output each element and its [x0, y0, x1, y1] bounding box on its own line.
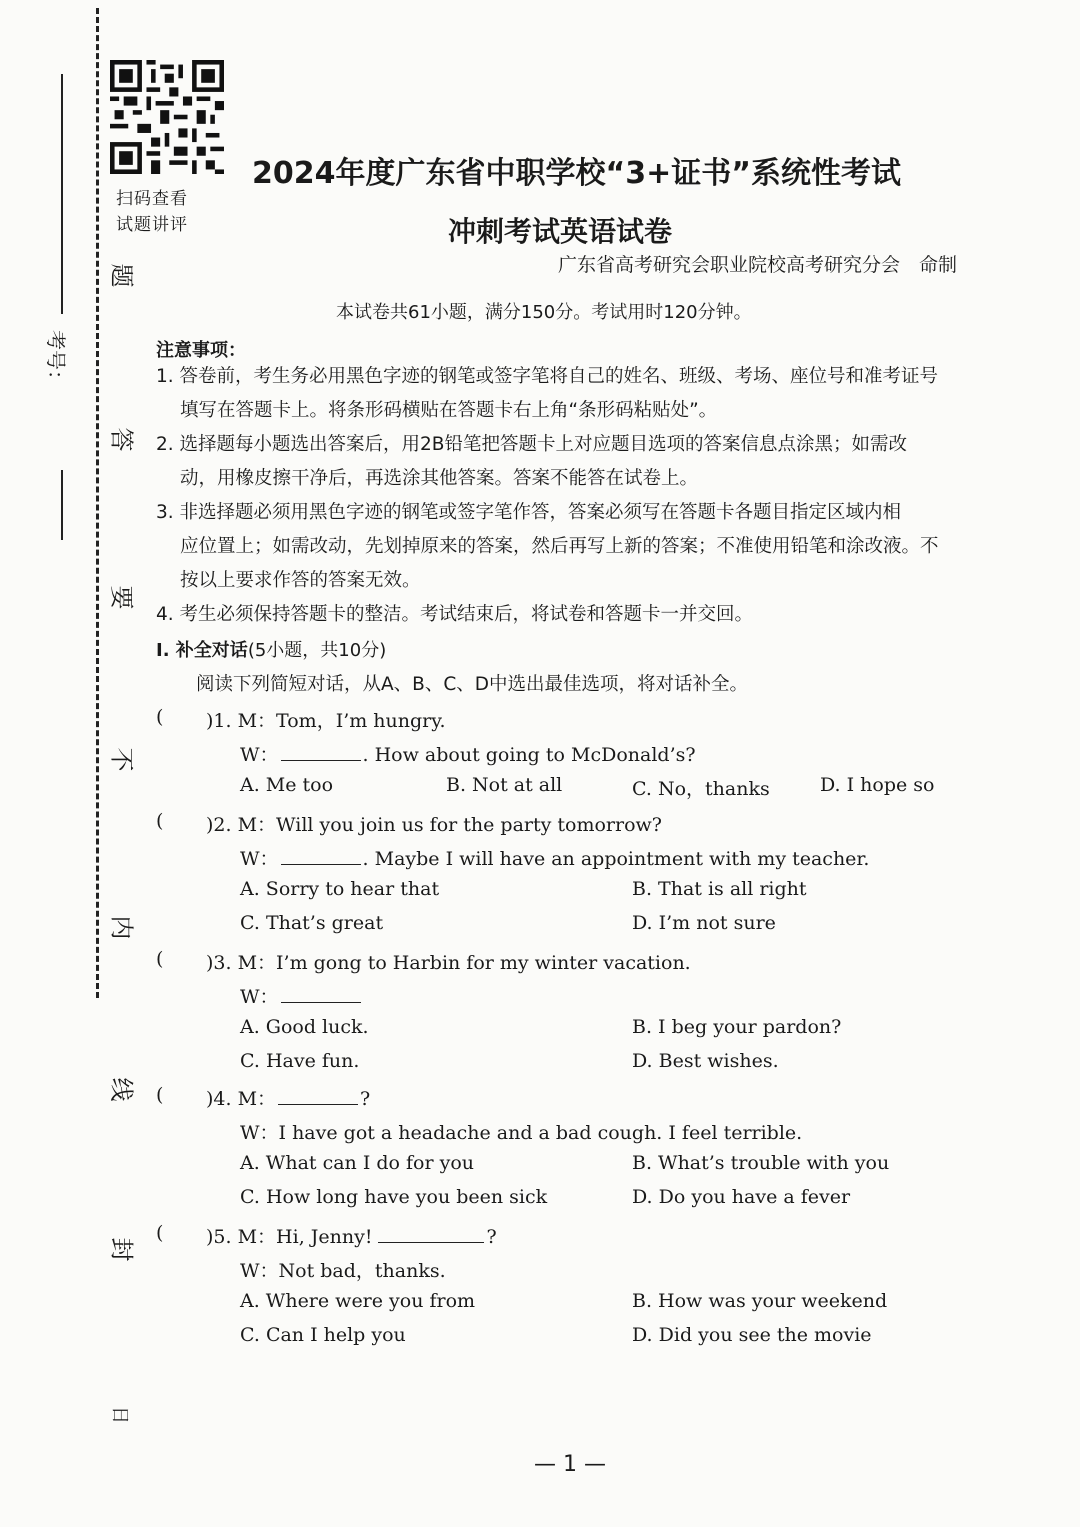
question-1-option-c[interactable]: C. No，thanks [632, 778, 770, 800]
question-1-option-a[interactable]: A. Me too [240, 774, 334, 796]
seal-char-5: 内 [107, 915, 136, 940]
answer-paren-1[interactable]: ( [156, 706, 164, 728]
qr-caption-line1: 扫码查看 [116, 189, 188, 209]
seal-char-4: 不 [107, 747, 136, 772]
exam-subtitle: 冲刺考试英语试卷 [448, 215, 673, 248]
section-heading-title: Ⅰ. 补全对话 [156, 640, 248, 661]
question-2-number: )2. M： [206, 814, 277, 836]
page-number: — 1 — [534, 1452, 606, 1477]
answer-paren-3[interactable]: ( [156, 948, 164, 970]
question-2-m-text: Will you join us for the party tomorrow? [276, 814, 662, 836]
question-2-w-text: . Maybe I will have an appointment with my teacher. [362, 848, 870, 870]
question-5-blank[interactable] [378, 1224, 484, 1243]
question-4-blank[interactable] [278, 1086, 358, 1105]
section-instruction: 阅读下列简短对话，从A、B、C、D中选出最佳选项，将对话补全。 [196, 674, 749, 695]
question-3-option-a[interactable]: A. Good luck. [240, 1016, 369, 1038]
question-4-option-b[interactable]: B. What’s trouble with you [632, 1152, 890, 1174]
seal-char-3: 要 [107, 585, 136, 610]
candidate-number-label: 考号： [44, 330, 68, 390]
question-4-m [206, 1084, 370, 1111]
question-3-w-label: W： [240, 986, 279, 1008]
question-1-w-text: . How about going to McDonald’s? [362, 744, 696, 766]
answer-paren-2[interactable]: ( [156, 810, 164, 832]
question-5-m [206, 1222, 497, 1249]
notice-item-1-line2: 填写在答题卡上。将条形码横贴在答题卡右上角“条形码粘贴处”。 [180, 400, 718, 421]
seal-char-7: 封 [107, 1237, 136, 1262]
question-2-option-c[interactable]: C. That’s great [240, 912, 384, 934]
question-2-w-label: W： [240, 848, 279, 870]
question-5-w: W：Not bad，thanks. [240, 1260, 446, 1282]
question-3-option-d[interactable]: D. Best wishes. [632, 1050, 779, 1072]
question-5-m-text: Hi, Jenny! [276, 1226, 373, 1248]
question-3-w [240, 982, 363, 1009]
question-5-number: )5. M： [206, 1226, 277, 1248]
question-5-option-d[interactable]: D. Did you see the movie [632, 1324, 872, 1346]
question-3-blank[interactable] [281, 984, 361, 1003]
notice-item-1 [156, 360, 996, 428]
exam-title: 2024年度广东省中职学校“3+证书”系统性考试 [252, 156, 901, 191]
question-5-option-b[interactable]: B. How was your weekend [632, 1290, 888, 1312]
notice-item-2 [156, 428, 996, 496]
question-5-m-post: ? [486, 1226, 497, 1248]
section-heading-note: (5小题，共10分) [247, 640, 387, 661]
question-5-option-c[interactable]: C. Can I help you [240, 1324, 406, 1346]
exam-info: 本试卷共61小题，满分150分。考试用时120分钟。 [336, 302, 752, 323]
question-2-option-b[interactable]: B. That is all right [632, 878, 807, 900]
question-3-number: )3. M： [206, 952, 277, 974]
qr-caption-line2: 试题讲评 [116, 215, 188, 235]
notice-item-2-line1: 2. 选择题每小题选出答案后，用2B铅笔把答题卡上对应题目选项的答案信息点涂黑；如需改 [156, 434, 907, 455]
question-3-option-c[interactable]: C. Have fun. [240, 1050, 360, 1072]
question-2-option-d[interactable]: D. I’m not sure [632, 912, 776, 934]
binding-dashed-line [96, 8, 99, 998]
question-1-w-label: W： [240, 744, 279, 766]
question-4-option-c[interactable]: C. How long have you been sick [240, 1186, 548, 1208]
question-2-blank[interactable] [281, 846, 361, 865]
answer-paren-4[interactable]: ( [156, 1084, 164, 1106]
question-1-number: )1. M： [206, 710, 277, 732]
question-1-blank[interactable] [281, 742, 361, 761]
question-4-m-post: ? [360, 1088, 371, 1110]
question-4-option-a[interactable]: A. What can I do for you [240, 1152, 475, 1174]
question-1-m-text: Tom，I’m hungry. [276, 710, 446, 732]
seal-char-8: 日 [109, 1406, 130, 1424]
notice-item-3 [156, 496, 996, 598]
question-1-option-b[interactable]: B. Not at all [446, 774, 563, 796]
seal-char-2: 答 [107, 427, 136, 452]
question-4-number: )4. M： [206, 1088, 277, 1110]
question-2-m [206, 810, 662, 837]
notice-item-2-line2: 动，用橡皮擦干净后，再选涂其他答案。答案不能答在试卷上。 [180, 468, 699, 489]
question-5-option-a[interactable]: A. Where were you from [240, 1290, 476, 1312]
notice-heading: 注意事项： [156, 340, 246, 361]
binding-solid-line-bottom [61, 470, 63, 540]
question-1-m [206, 706, 446, 733]
seal-char-6: 线 [107, 1077, 136, 1102]
question-2-option-a[interactable]: A. Sorry to hear that [240, 878, 440, 900]
section-heading [156, 636, 386, 662]
question-3-m-text: I’m gong to Harbin for my winter vacation. [276, 952, 691, 974]
question-4-option-d[interactable]: D. Do you have a fever [632, 1186, 851, 1208]
question-1-w [240, 740, 696, 767]
question-3-option-b[interactable]: B. I beg your pardon? [632, 1016, 842, 1038]
notice-item-3-line2: 应位置上；如需改动，先划掉原来的答案，然后再写上新的答案；不准使用铅笔和涂改液。不 [180, 536, 939, 557]
question-2-w [240, 844, 869, 871]
binding-solid-line-top [61, 74, 63, 314]
notice-item-4 [156, 598, 996, 632]
notice-item-3-line3: 按以上要求作答的答案无效。 [180, 570, 421, 591]
answer-paren-5[interactable]: ( [156, 1222, 164, 1244]
notice-item-4-line1: 4. 考生必须保持答题卡的整洁。考试结束后，将试卷和答题卡一并交回。 [156, 604, 754, 625]
notice-item-3-line1: 3. 非选择题必须用黑色字迹的钢笔或签字笔作答，答案必须写在答题卡各题目指定区域内相 [156, 502, 902, 523]
question-3-m [206, 948, 691, 975]
question-1-option-d[interactable]: D. I hope so [820, 774, 935, 796]
qr-code-icon[interactable] [110, 60, 224, 174]
exam-author: 广东省高考研究会职业院校高考研究分会 命制 [558, 254, 958, 276]
seal-char-1: 题 [107, 263, 136, 288]
notice-item-1-line1: 1. 答卷前，考生务必用黑色字迹的钢笔或签字笔将自己的姓名、班级、考场、座位号和准考证号 [156, 366, 939, 387]
question-4-w: W：I have got a headache and a bad cough. I feel terrible. [240, 1122, 803, 1144]
